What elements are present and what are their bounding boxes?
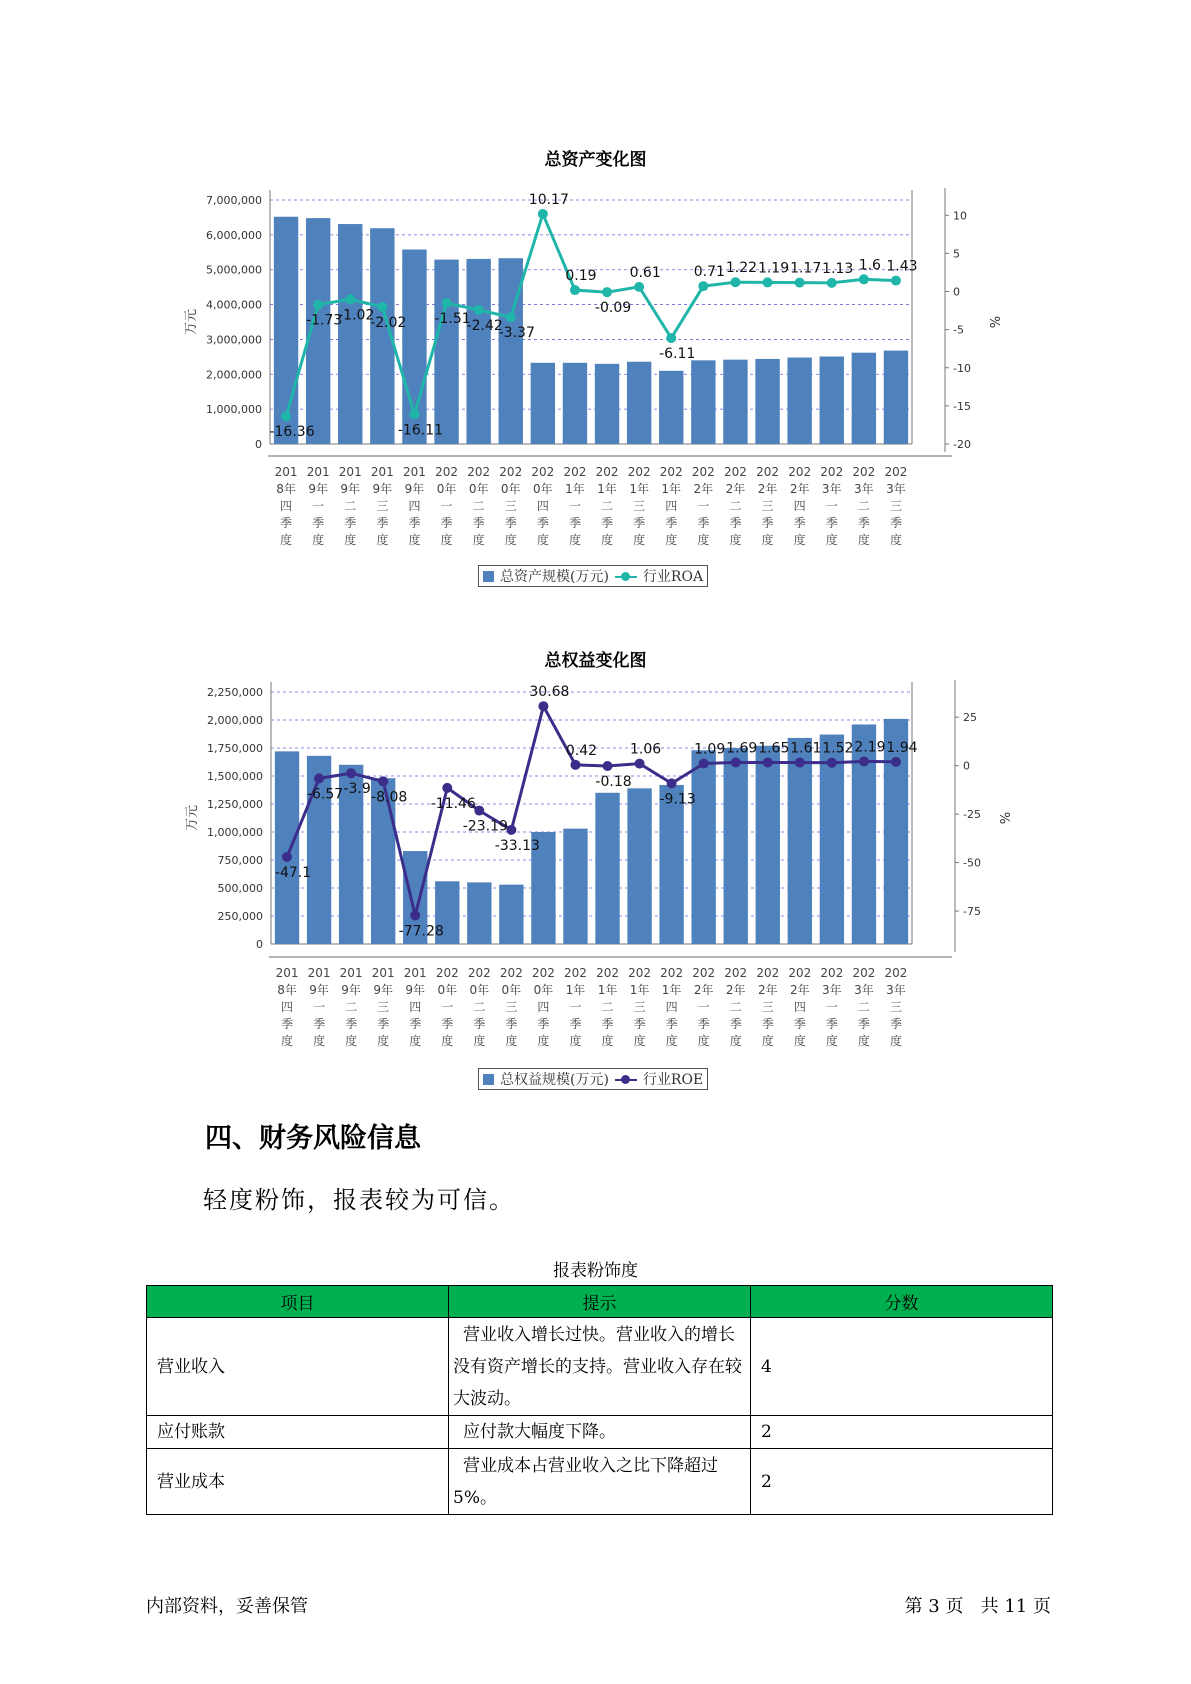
line-point	[731, 757, 741, 767]
section-heading: 四、财务风险信息	[205, 1123, 421, 1154]
x-tick-label: 201 9年三季度	[371, 966, 395, 1048]
y-tick-label: 1,000,000	[206, 403, 262, 417]
bar	[467, 882, 491, 944]
line-point	[474, 305, 484, 315]
bar	[723, 360, 747, 444]
line-point	[763, 277, 773, 287]
line-point	[634, 282, 644, 292]
line-point	[602, 287, 612, 297]
data-label: 0.61	[629, 264, 661, 281]
y2-tick-label: 5	[953, 247, 960, 261]
legend-assets-label: 总资产规模(万元)	[500, 569, 609, 585]
line-point	[698, 281, 708, 291]
legend-roa-label: 行业ROA	[642, 569, 704, 585]
y-tick-label: 500,000	[217, 882, 263, 895]
x-tick-label: 202 0年三季度	[499, 465, 523, 547]
line-point	[410, 910, 420, 920]
data-label: -23.19	[462, 818, 508, 835]
x-tick-label: 202 2年四季度	[788, 966, 812, 1048]
bar	[434, 260, 458, 444]
x-tick-label: 202 2年三季度	[756, 465, 780, 547]
table-caption: 报表粉饰度	[553, 1261, 638, 1281]
x-tick-label: 202 3年一季度	[820, 966, 844, 1048]
y-tick-label: 6,000,000	[206, 228, 262, 242]
legend-bar-swatch	[483, 571, 494, 582]
line-point	[667, 778, 677, 788]
data-label: 10.17	[528, 191, 569, 208]
line-point	[730, 277, 740, 287]
x-tick-label: 201 9年一季度	[307, 966, 331, 1048]
y2-tick-label: 0	[953, 285, 960, 299]
data-label: 1.6	[858, 257, 881, 274]
bar	[787, 358, 811, 444]
row-hint: 营业成本占营业收入之比下降超过5%。	[449, 1449, 751, 1515]
bar	[338, 224, 362, 444]
data-label: 0.71	[693, 264, 725, 281]
data-label: -0.18	[595, 774, 632, 791]
data-label: 1.09	[694, 741, 726, 758]
y-tick-label: 2,000,000	[206, 368, 262, 382]
y2-tick-label: -50	[963, 856, 981, 870]
line-point	[570, 285, 580, 295]
data-label: 30.68	[529, 684, 570, 701]
legend-line-swatch	[615, 571, 637, 582]
bar	[563, 363, 587, 444]
x-tick-label: 202 3年二季度	[852, 966, 876, 1048]
x-tick-label: 201 9年二季度	[339, 966, 363, 1048]
row-item: 营业收入	[147, 1318, 449, 1416]
row-score: 2	[751, 1449, 1053, 1515]
line-point	[570, 760, 580, 770]
assets-chart	[0, 170, 1191, 600]
line-point	[603, 761, 613, 771]
y-tick-label: 3,000,000	[206, 333, 262, 347]
data-label: 1.13	[822, 260, 854, 277]
legend-bar-swatch	[483, 1074, 494, 1085]
data-label: -47.1	[274, 864, 312, 881]
y2-tick-label: 0	[963, 759, 970, 773]
data-label: 2.19	[854, 739, 886, 756]
data-label: -2.02	[370, 314, 407, 331]
x-tick-label: 202 3年三季度	[884, 465, 908, 547]
data-label: -1.51	[434, 311, 471, 328]
x-tick-label: 202 2年三季度	[756, 966, 780, 1048]
x-tick-label: 201 9年三季度	[370, 465, 394, 547]
x-tick-label: 202 0年一季度	[435, 966, 459, 1048]
data-label: -16.36	[269, 424, 315, 441]
line-point	[763, 757, 773, 767]
y-axis-label: 万元	[184, 308, 199, 336]
data-label: -8.08	[371, 789, 408, 806]
window-dressing-table	[146, 1285, 1053, 1515]
header-score: 分数	[751, 1286, 1053, 1318]
data-label: -3.37	[498, 325, 535, 342]
line-point	[891, 757, 901, 767]
data-label: 1.43	[886, 258, 918, 275]
data-label: 1.65	[758, 740, 790, 757]
line-point	[345, 294, 355, 304]
data-label: 1.52	[822, 740, 854, 757]
x-tick-label: 202 0年四季度	[531, 966, 555, 1048]
table-row	[147, 1318, 1053, 1416]
line-point	[506, 312, 516, 322]
bar	[275, 751, 299, 944]
x-tick-label: 201 9年四季度	[402, 465, 426, 547]
data-label: 1.17	[790, 260, 822, 277]
table-row	[147, 1449, 1053, 1515]
header-hint: 提示	[449, 1286, 751, 1318]
y-axis-label: 万元	[185, 804, 200, 832]
data-label: 1.19	[757, 260, 790, 277]
data-label: -6.11	[659, 346, 696, 363]
x-tick-label: 202 2年四季度	[788, 465, 812, 547]
line-point	[538, 209, 548, 219]
y2-tick-label: 25	[963, 711, 977, 725]
line-point	[891, 276, 901, 286]
x-tick-label: 201 9年二季度	[338, 465, 362, 547]
line-point	[442, 298, 452, 308]
table-header-row	[147, 1286, 1053, 1318]
y-tick-label: 0	[256, 938, 263, 951]
x-tick-label: 202 3年一季度	[820, 465, 844, 547]
chart-title-assets: 总资产变化图	[544, 150, 647, 170]
y2-axis-label: %	[986, 315, 1001, 329]
line-point	[795, 278, 805, 288]
line-point	[313, 300, 323, 310]
bar	[307, 756, 331, 944]
data-label: 1.22	[725, 260, 758, 277]
data-label: 1.94	[886, 739, 918, 756]
legend-line-swatch	[615, 1074, 637, 1085]
bar	[627, 362, 651, 444]
bar	[756, 746, 780, 944]
y2-tick-label: 10	[953, 209, 967, 223]
bar	[884, 351, 908, 444]
data-label: 1.06	[629, 741, 662, 758]
data-label: -1.73	[306, 312, 343, 329]
data-label: -33.13	[494, 837, 540, 854]
data-label: 0.42	[565, 742, 598, 759]
y-tick-label: 5,000,000	[206, 263, 262, 277]
y-tick-label: 750,000	[217, 854, 263, 867]
bar	[595, 793, 619, 944]
footer-page-number: 第 3 页 共 11 页	[904, 1596, 1051, 1617]
y-tick-label: 1,750,000	[207, 742, 263, 755]
bar	[852, 353, 876, 444]
x-tick-label: 202 2年二季度	[723, 465, 747, 547]
data-label: 0.19	[565, 268, 597, 285]
x-tick-label: 201 8年四季度	[275, 966, 299, 1048]
x-tick-label: 202 0年四季度	[531, 465, 555, 547]
legend-roe-label: 行业ROE	[642, 1072, 704, 1088]
data-label: -77.28	[398, 923, 444, 940]
y-tick-label: 2,000,000	[207, 714, 263, 727]
y-tick-label: 7,000,000	[206, 194, 262, 207]
row-score: 2	[751, 1416, 1053, 1449]
x-tick-label: 202 1年四季度	[660, 966, 684, 1048]
bar	[531, 363, 555, 444]
data-label: 1.61	[790, 740, 822, 757]
x-tick-label: 201 9年四季度	[403, 966, 427, 1048]
line-point	[442, 783, 452, 793]
bar	[659, 371, 683, 444]
data-label: -1.02	[338, 307, 375, 324]
x-tick-label: 202 1年二季度	[595, 465, 619, 547]
x-tick-label: 202 2年一季度	[691, 465, 715, 547]
row-score: 4	[751, 1318, 1053, 1416]
x-tick-label: 202 3年二季度	[852, 465, 876, 547]
x-tick-label: 202 1年三季度	[627, 465, 651, 547]
bar	[691, 750, 715, 944]
line-point	[699, 759, 709, 769]
footer-confidential: 内部资料，妥善保管	[146, 1596, 308, 1617]
x-tick-label: 202 1年一季度	[564, 966, 587, 1048]
line-point	[346, 768, 356, 778]
line-point	[314, 773, 324, 783]
bar	[595, 364, 619, 444]
line-point	[859, 274, 869, 284]
x-tick-label: 202 2年一季度	[692, 966, 716, 1048]
risk-conclusion: 轻度粉饰，报表较为可信。	[203, 1186, 515, 1214]
line-point	[281, 411, 291, 421]
y2-tick-label: -25	[963, 808, 981, 822]
row-item: 应付账款	[147, 1416, 449, 1449]
bar	[659, 785, 683, 944]
row-hint: 应付款大幅度下降。	[449, 1416, 751, 1449]
data-label: -16.11	[397, 422, 444, 439]
line-point	[538, 701, 548, 711]
data-label: -6.57	[306, 786, 344, 803]
bar	[755, 359, 779, 444]
row-item: 营业成本	[147, 1449, 449, 1515]
y-tick-label: 1,500,000	[207, 770, 263, 783]
header-item: 项目	[147, 1286, 449, 1318]
x-tick-label: 202 2年二季度	[724, 966, 748, 1048]
y-tick-label: 4,000,000	[206, 298, 262, 312]
x-tick-label: 202 0年二季度	[467, 966, 491, 1048]
line-point	[377, 302, 387, 312]
chart-title-equity: 总权益变化图	[544, 651, 647, 671]
data-label: 1.69	[726, 740, 758, 757]
bar	[820, 357, 844, 444]
equity-legend	[478, 1068, 708, 1090]
data-label: -11.46	[430, 795, 476, 812]
y-tick-label: 1,000,000	[207, 826, 263, 839]
line-point	[827, 758, 837, 768]
data-label: -2.42	[466, 317, 503, 334]
x-tick-label: 202 1年三季度	[628, 966, 652, 1048]
bar	[466, 259, 490, 444]
legend-equity-label: 总权益规模(万元)	[500, 1072, 609, 1088]
bar	[788, 738, 812, 944]
line-point	[282, 852, 292, 862]
line-point	[409, 409, 419, 419]
table-row	[147, 1416, 1053, 1449]
x-tick-label: 202 3年三季度	[884, 966, 908, 1048]
line-point	[378, 776, 388, 786]
line-point	[827, 278, 837, 288]
x-tick-label: 202 0年一季度	[435, 465, 459, 547]
y2-tick-label: -5	[953, 323, 964, 337]
data-label: -0.09	[594, 300, 632, 317]
x-tick-label: 201 8年四季度	[274, 465, 298, 547]
y-tick-label: 0	[255, 438, 262, 451]
y2-tick-label: -20	[953, 438, 971, 451]
y2-tick-label: -75	[963, 905, 981, 919]
line-point	[859, 756, 869, 766]
y2-axis-label: %	[996, 811, 1011, 825]
bar	[724, 748, 748, 944]
data-label: -3.9	[343, 781, 371, 798]
bar	[627, 788, 651, 944]
data-label: -9.13	[659, 791, 696, 808]
x-tick-label: 202 0年二季度	[467, 465, 491, 547]
bar	[274, 217, 298, 444]
y-tick-label: 250,000	[217, 910, 263, 923]
line-point	[635, 759, 645, 769]
assets-legend	[478, 565, 708, 587]
x-tick-label: 202 1年一季度	[563, 465, 587, 547]
line-point	[795, 758, 805, 768]
x-tick-label: 202 1年二季度	[596, 966, 619, 1048]
y2-tick-label: -15	[953, 399, 971, 413]
row-hint: 营业收入增长过快。营业收入的增长没有资产增长的支持。营业收入存在较大波动。	[449, 1318, 751, 1416]
x-tick-label: 202 0年三季度	[499, 966, 523, 1048]
y2-tick-label: -10	[953, 361, 971, 375]
y-tick-label: 2,250,000	[207, 686, 263, 699]
x-tick-label: 201 9年一季度	[306, 465, 330, 547]
bar	[691, 360, 715, 444]
bar	[563, 829, 587, 944]
y-tick-label: 1,250,000	[207, 798, 263, 811]
equity-chart	[0, 670, 1191, 1100]
line-point	[666, 333, 676, 343]
x-tick-label: 202 1年四季度	[659, 465, 683, 547]
bar	[499, 885, 523, 944]
